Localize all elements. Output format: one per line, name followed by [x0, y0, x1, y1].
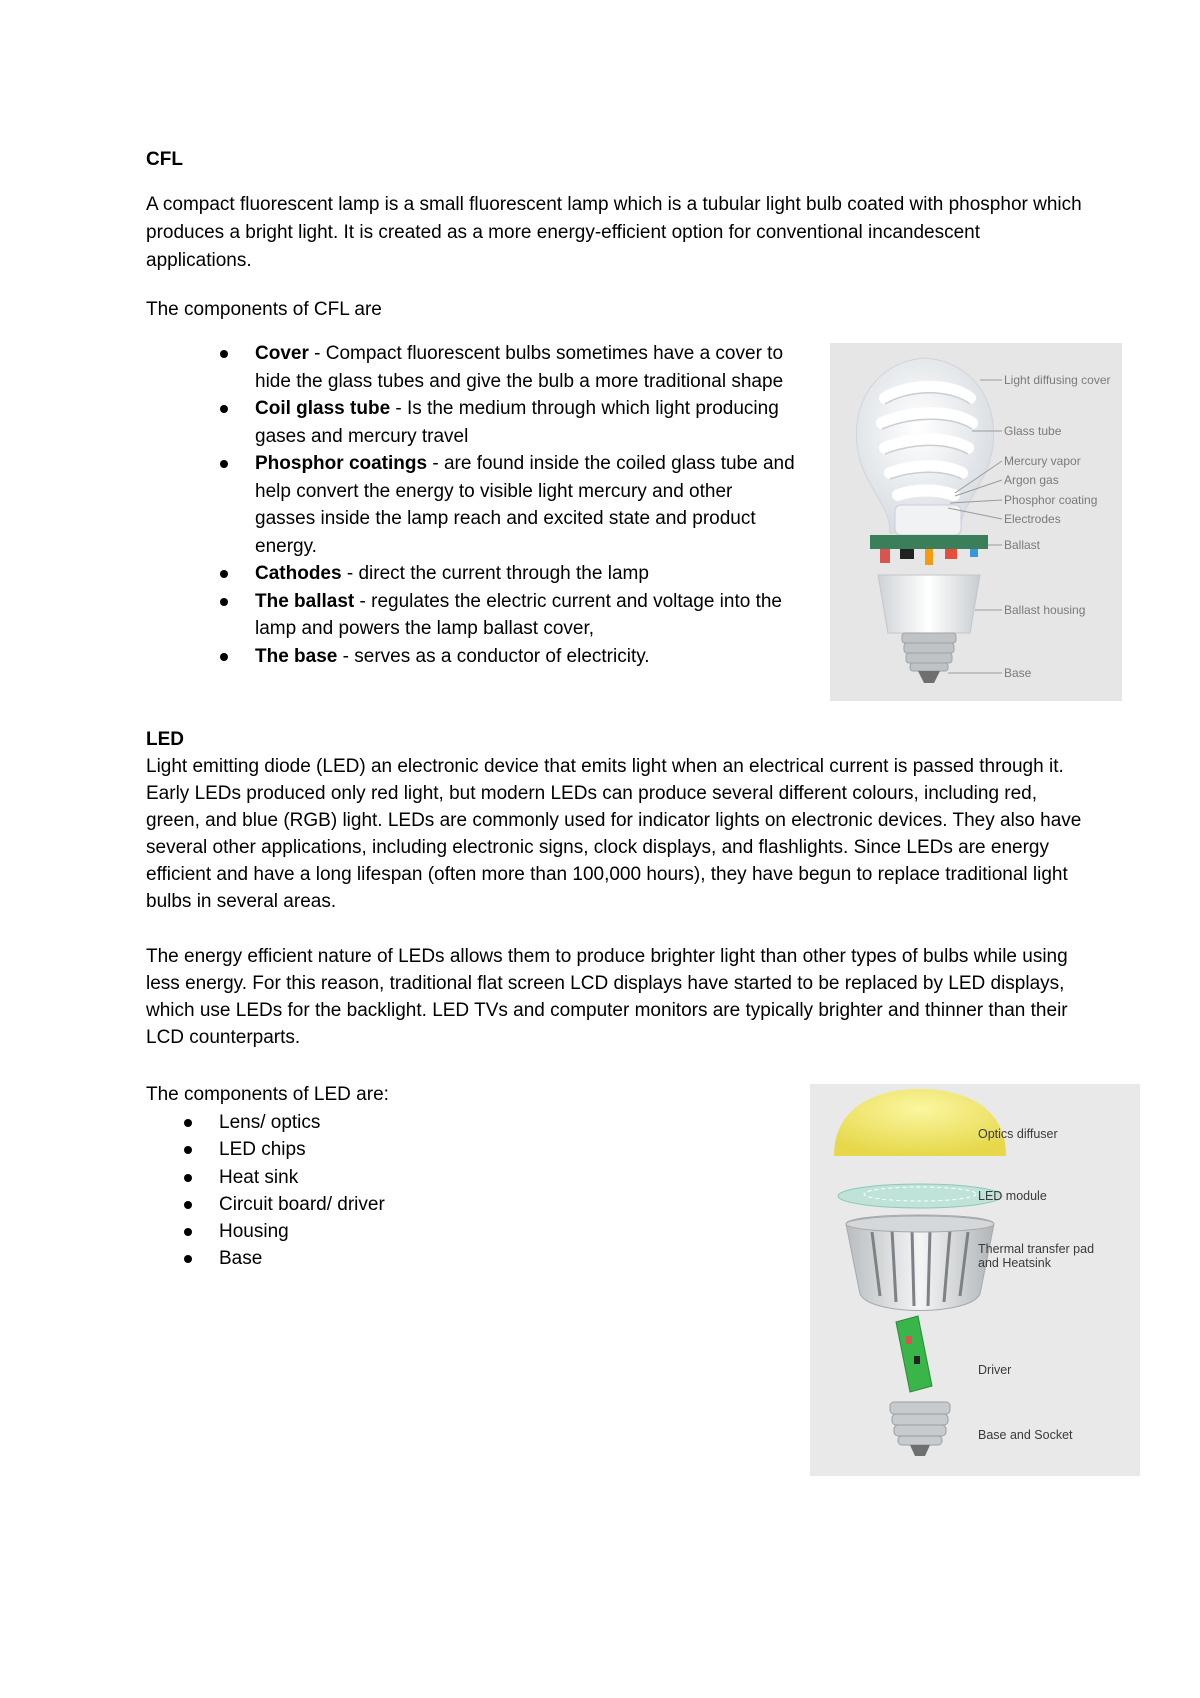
list-item: Cathodes - direct the current through the lamp: [255, 560, 795, 588]
bullet-icon: [220, 350, 228, 358]
socket-base: [890, 1402, 950, 1445]
label-light-diffusing-cover: Light diffusing cover: [1004, 373, 1111, 387]
led-heading: LED: [146, 729, 184, 750]
cfl-diagram: [830, 343, 1122, 701]
led-components-list: [219, 1109, 619, 1273]
bullet-icon: [220, 598, 228, 606]
bullet-icon: [184, 1201, 192, 1209]
cfl-components-intro: The components of CFL are: [146, 299, 382, 320]
list-item: The ballast - regulates the electric current and voltage into the lamp and powers the lamp ballast cover,: [255, 588, 795, 643]
list-item: Lens/ optics: [219, 1109, 619, 1136]
label-heatsink: and Heatsink: [978, 1256, 1051, 1270]
list-item: Coil glass tube - Is the medium through which light producing gases and mercury travel: [255, 395, 795, 450]
label-driver: Driver: [978, 1363, 1012, 1377]
label-electrodes: Electrodes: [1004, 512, 1061, 526]
socket-tip: [910, 1445, 930, 1456]
led-diagram: [810, 1084, 1140, 1476]
label-ballast: Ballast: [1004, 538, 1041, 552]
ballast-board: [870, 535, 988, 549]
bullet-icon: [220, 653, 228, 661]
list-item: LED chips: [219, 1136, 619, 1163]
bullet-icon: [184, 1119, 192, 1127]
bullet-icon: [220, 405, 228, 413]
optics-dome: [834, 1089, 1006, 1156]
label-phosphor-coating: Phosphor coating: [1004, 493, 1098, 507]
screw-base: [902, 633, 956, 671]
list-item: Phosphor coatings - are found inside the coiled glass tube and help convert the energy to visible light mercury and other gasses inside the lamp reach and excited state and product energy.: [255, 450, 795, 560]
led-components-intro: The components of LED are:: [146, 1084, 389, 1105]
led-paragraph-2: The energy efficient nature of LEDs allows them to produce brighter light than other types of bulbs while using less energy. For this reason, traditional flat screen LCD displays have started to be replaced by LED displays, which use LEDs for the backlight. LED TVs and computer monitors are typically brighter and thinner than their LCD counterparts.: [146, 946, 1068, 1048]
tube-base: [895, 505, 961, 535]
list-item: Housing: [219, 1218, 619, 1245]
label-glass-tube: Glass tube: [1004, 424, 1062, 438]
label-led-module: LED module: [978, 1189, 1047, 1203]
bullet-icon: [184, 1174, 192, 1182]
label-optics-diffuser: Optics diffuser: [978, 1127, 1058, 1141]
list-item: Cover - Compact fluorescent bulbs sometimes have a cover to hide the glass tubes and give the bulb a more traditional shape: [255, 340, 795, 395]
list-item: Base: [219, 1245, 619, 1272]
bullet-icon: [184, 1146, 192, 1154]
bullet-icon: [220, 460, 228, 468]
bullet-icon: [184, 1228, 192, 1236]
led-diagram-figure: [810, 1084, 1140, 1476]
cfl-diagram-figure: [830, 343, 1122, 701]
bullet-icon: [220, 570, 228, 578]
label-argon-gas: Argon gas: [1004, 473, 1059, 487]
label-thermal-transfer-pad: Thermal transfer pad: [978, 1242, 1095, 1256]
label-base: Base: [1004, 666, 1032, 680]
driver-board: [896, 1316, 932, 1392]
label-ballast-housing: Ballast housing: [1004, 603, 1086, 617]
label-base-and-socket: Base and Socket: [978, 1428, 1073, 1442]
cfl-heading: CFL: [146, 149, 183, 170]
list-item: Circuit board/ driver: [219, 1191, 619, 1218]
list-item: The base - serves as a conductor of electricity.: [255, 643, 795, 671]
base-tip: [918, 671, 940, 683]
led-paragraph-1: Light emitting diode (LED) an electronic device that emits light when an electrical current is passed through it. Early LEDs produced only red light, but modern LEDs can produce several different colours, including red, green, and blue (RGB) light. LEDs are commonly used for indicator lights on electronic devices. They also have several other applications, including electronic signs, clock displays, and flashlights. Since LEDs are energy efficient and have a long lifespan (often more than 100,000 hours), they have begun to replace traditional light bulbs in several areas.: [146, 756, 1082, 912]
label-mercury-vapor: Mercury vapor: [1004, 454, 1081, 468]
list-item: Heat sink: [219, 1164, 619, 1191]
cfl-intro: A compact fluorescent lamp is a small fluorescent lamp which is a tubular light bulb coated with phosphor which produces a bright light. It is created as a more energy-efficient option for conventional incandescent applications.: [146, 194, 1082, 271]
bullet-icon: [184, 1255, 192, 1263]
ballast-housing: [878, 575, 980, 633]
cfl-components-list: [255, 340, 795, 670]
